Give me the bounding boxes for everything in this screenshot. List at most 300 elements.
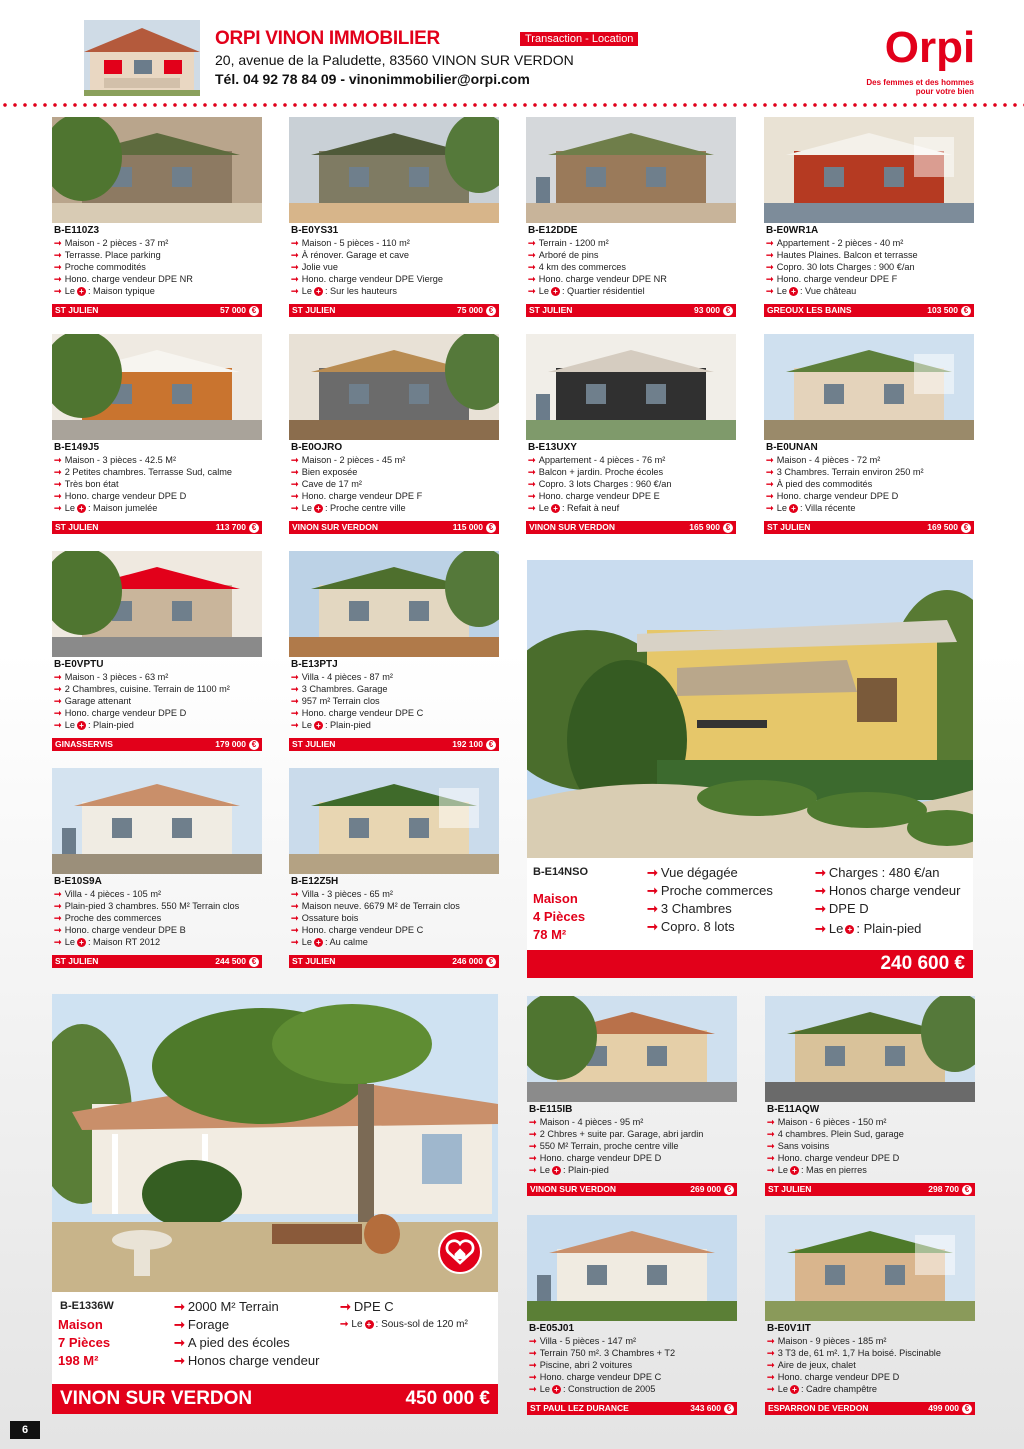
arrow-icon: ➞ xyxy=(54,250,62,260)
feature-line-2: ➞ 3 T3 de, 61 m². 1,7 Ha boisé. Piscinable xyxy=(767,1348,941,1358)
city-price-bar xyxy=(527,1402,737,1415)
listing-card[interactable] xyxy=(764,334,974,534)
arrow-icon: ➞ xyxy=(528,274,536,284)
feature-line-4: ➞ Hono. charge vendeur DPE D xyxy=(767,1153,900,1163)
highlight-line: ➞ Le + : Mas en pierres xyxy=(767,1165,867,1176)
euro-icon: € xyxy=(486,523,496,533)
feature-line-1: ➞ Maison - 4 pièces - 72 m² xyxy=(766,455,881,465)
arrow-icon: ➞ xyxy=(528,455,536,465)
feature-line-3: ➞ Proche commodités xyxy=(54,262,146,272)
listing-photo xyxy=(289,768,499,874)
arrow-icon: ➞ xyxy=(291,672,299,682)
listing-city: GREOUX LES BAINS xyxy=(767,305,852,315)
arrow-icon: ➞ xyxy=(767,1117,775,1127)
arrow-icon: ➞ xyxy=(54,672,62,682)
feature-item: ➞ Proche commerces xyxy=(647,883,773,898)
arrow-icon: ➞ xyxy=(529,1153,537,1163)
feature-line-1: ➞ Maison - 4 pièces - 95 m² xyxy=(529,1117,644,1127)
listing-ref: B-E13PTJ xyxy=(291,659,338,670)
feature-item: ➞ 3 Chambres xyxy=(647,901,732,916)
arrow-icon: ➞ xyxy=(54,696,62,706)
listing-card[interactable] xyxy=(52,551,262,751)
feature-line-3: ➞ Jolie vue xyxy=(291,262,338,272)
featured-features-left xyxy=(647,864,773,936)
city-price-bar xyxy=(52,955,262,968)
city-price-bar xyxy=(765,1402,975,1415)
highlight-line: ➞ Le + : Plain-pied xyxy=(815,921,922,936)
feature-line-2: ➞ Hautes Plaines. Balcon et terrasse xyxy=(766,250,918,260)
feature-line-3: ➞ Proche des commerces xyxy=(54,913,162,923)
feature-line-3: ➞ Copro. 30 lots Charges : 900 €/an xyxy=(766,262,915,272)
feature-item: ➞ A pied des écoles xyxy=(174,1335,290,1350)
arrow-icon: ➞ xyxy=(766,262,774,272)
listing-features xyxy=(529,1335,737,1395)
feature-line-2: ➞ 3 Chambres. Garage xyxy=(291,684,388,694)
agency-contact: Tél. 04 92 78 84 09 - vinonimmobilier@orpi.com xyxy=(215,71,530,87)
arrow-icon: ➞ xyxy=(815,865,826,880)
feature-line-3: ➞ Sans voisins xyxy=(767,1141,830,1151)
arrow-icon: ➞ xyxy=(528,262,536,272)
feature-line-1: ➞ Appartement - 2 pièces - 40 m² xyxy=(766,238,904,248)
featured-type xyxy=(533,890,585,944)
city-price-bar xyxy=(52,521,262,534)
feature-line-4: ➞ Hono. charge vendeur DPE F xyxy=(291,491,423,501)
favorite-house-icon xyxy=(438,1230,482,1274)
euro-icon: € xyxy=(486,740,496,750)
feature-line-1: ➞ Maison - 9 pièces - 185 m² xyxy=(767,1336,887,1346)
arrow-icon: ➞ xyxy=(528,503,536,513)
orpi-slogan xyxy=(840,78,974,96)
plus-icon: + xyxy=(552,1385,561,1394)
arrow-icon: ➞ xyxy=(529,1360,537,1370)
service-tag: Transaction - Location xyxy=(520,32,638,46)
feature-line-4: ➞ Hono. charge vendeur DPE Vierge xyxy=(291,274,444,284)
plus-icon: + xyxy=(314,938,323,947)
arrow-icon: ➞ xyxy=(174,1353,185,1368)
feature-line-2: ➞ Terrasse. Place parking xyxy=(54,250,161,260)
arrow-icon: ➞ xyxy=(529,1129,537,1139)
listing-price: 192 100 xyxy=(452,739,483,749)
arrow-icon: ➞ xyxy=(766,455,774,465)
listing-photo xyxy=(765,1215,975,1321)
arrow-icon: ➞ xyxy=(54,889,62,899)
arrow-icon: ➞ xyxy=(766,250,774,260)
feature-line-1: ➞ Maison - 2 pièces - 45 m² xyxy=(291,455,406,465)
arrow-icon: ➞ xyxy=(54,455,62,465)
listing-ref: B-E12DDE xyxy=(528,225,578,236)
listing-features xyxy=(291,671,499,731)
highlight-line: ➞ Le + : Proche centre ville xyxy=(291,503,406,514)
featured-listing[interactable] xyxy=(527,560,973,978)
listing-price: 499 000 xyxy=(928,1403,959,1413)
feature-line-3: ➞ Aire de jeux, chalet xyxy=(767,1360,856,1370)
arrow-icon: ➞ xyxy=(54,467,62,477)
listing-photo xyxy=(289,551,499,657)
listing-card[interactable] xyxy=(289,768,499,968)
feature-line-1: ➞ Maison - 3 pièces - 63 m² xyxy=(54,672,169,682)
big-ref: B-E1336W xyxy=(60,1300,114,1312)
arrow-icon: ➞ xyxy=(291,937,299,947)
feature-line-4: ➞ Hono. charge vendeur DPE D xyxy=(766,491,899,501)
listing-city: ST JULIEN xyxy=(55,305,99,315)
euro-icon: € xyxy=(249,957,259,967)
arrow-icon: ➞ xyxy=(529,1141,537,1151)
listing-features xyxy=(291,454,499,514)
highlight-line: ➞ Le + : Maison typique xyxy=(54,286,155,297)
listing-photo xyxy=(52,768,262,874)
listing-price-wrap xyxy=(452,738,496,751)
listing-ref: B-E12Z5H xyxy=(291,876,339,887)
feature-line-1: ➞ Maison - 2 pièces - 37 m² xyxy=(54,238,169,248)
listing-card[interactable] xyxy=(527,1215,737,1415)
feature-line-4: ➞ Hono. charge vendeur DPE C xyxy=(529,1372,662,1382)
highlight-line: ➞ Le + : Construction de 2005 xyxy=(529,1384,656,1395)
listing-card[interactable] xyxy=(52,117,262,317)
euro-icon: € xyxy=(486,957,496,967)
arrow-icon: ➞ xyxy=(766,286,774,296)
highlight-line: ➞ Le + : Vue château xyxy=(766,286,857,297)
euro-icon: € xyxy=(249,740,259,750)
arrow-icon: ➞ xyxy=(291,491,299,501)
highlight-line: ➞ Le + : Cadre champêtre xyxy=(767,1384,878,1395)
highlight-line: ➞ Le + : Au calme xyxy=(291,937,368,948)
euro-icon: € xyxy=(962,1185,972,1195)
listing-ref: B-E13UXY xyxy=(528,442,577,453)
feature-line-1: ➞ Appartement - 4 pièces - 76 m² xyxy=(528,455,666,465)
highlight-line: ➞ Le + : Quartier résidentiel xyxy=(528,286,645,297)
featured-ref: B-E14NSO xyxy=(533,866,589,878)
arrow-icon: ➞ xyxy=(291,720,299,730)
feature-item: ➞ 2000 M² Terrain xyxy=(174,1299,279,1314)
euro-icon: € xyxy=(724,1404,734,1414)
arrow-icon: ➞ xyxy=(54,274,62,284)
city-price-bar xyxy=(527,1183,737,1196)
feature-line-2: ➞ À rénover. Garage et cave xyxy=(291,250,409,260)
city-price-bar xyxy=(289,738,499,751)
euro-icon: € xyxy=(723,523,733,533)
listing-city: ST JULIEN xyxy=(292,956,336,966)
arrow-icon: ➞ xyxy=(291,455,299,465)
city-price-bar xyxy=(526,304,736,317)
listing-price-wrap xyxy=(690,1183,734,1196)
listing-city: ST JULIEN xyxy=(767,522,811,532)
feature-line-2: ➞ 3 Chambres. Terrain environ 250 m² xyxy=(766,467,924,477)
featured-type-line-2: 4 Pièces xyxy=(533,909,586,924)
arrow-icon: ➞ xyxy=(291,274,299,284)
arrow-icon: ➞ xyxy=(767,1384,775,1394)
city-price-bar xyxy=(52,738,262,751)
featured-type-line-1: Maison xyxy=(533,891,578,906)
city-price-bar xyxy=(289,521,499,534)
arrow-icon: ➞ xyxy=(767,1153,775,1163)
page-number: 6 xyxy=(10,1421,40,1439)
listing-card[interactable] xyxy=(527,996,737,1196)
highlight-line: ➞ Le + : Sur les hauteurs xyxy=(291,286,397,297)
listing-price-wrap xyxy=(457,304,496,317)
feature-line-2: ➞ 2 Petites chambres. Terrasse Sud, calme xyxy=(54,467,233,477)
plus-icon: + xyxy=(77,504,86,513)
listing-city: ST JULIEN xyxy=(529,305,573,315)
listing-photo xyxy=(527,996,737,1102)
plus-icon: + xyxy=(77,721,86,730)
plus-icon: + xyxy=(314,287,323,296)
big-listing[interactable] xyxy=(52,994,498,1414)
listing-price: 93 000 xyxy=(694,305,720,315)
listing-card[interactable] xyxy=(52,768,262,968)
plus-icon: + xyxy=(551,287,560,296)
feature-line-4: ➞ Hono. charge vendeur DPE NR xyxy=(528,274,667,284)
dotted-divider xyxy=(0,102,1024,108)
listing-price: 179 000 xyxy=(215,739,246,749)
plus-icon: + xyxy=(77,938,86,947)
listing-photo xyxy=(52,117,262,223)
big-features-left xyxy=(174,1298,319,1370)
arrow-icon: ➞ xyxy=(291,467,299,477)
arrow-icon: ➞ xyxy=(291,238,299,248)
euro-icon: € xyxy=(723,306,733,316)
feature-line-3: ➞ À pied des commodités xyxy=(766,479,873,489)
listing-features xyxy=(54,454,262,514)
highlight-line: ➞ Le + : Plain-pied xyxy=(529,1165,609,1176)
arrow-icon: ➞ xyxy=(815,883,826,898)
listing-features xyxy=(528,454,736,514)
arrow-icon: ➞ xyxy=(529,1384,537,1394)
listing-photo xyxy=(289,334,499,440)
feature-line-2: ➞ 2 Chbres + suite par. Garage, abri jardin xyxy=(529,1129,704,1139)
listing-price-wrap xyxy=(216,521,259,534)
plus-icon: + xyxy=(551,504,560,513)
euro-icon: € xyxy=(724,1185,734,1195)
listing-ref: B-E115IB xyxy=(529,1104,573,1115)
agency-address: 20, avenue de la Paludette, 83560 VINON SUR VERDON xyxy=(215,52,574,68)
listing-price: 103 500 xyxy=(927,305,958,315)
city-price-bar xyxy=(765,1183,975,1196)
feature-line-4: ➞ Hono. charge vendeur DPE E xyxy=(528,491,660,501)
city-price-bar xyxy=(52,304,262,317)
listing-features xyxy=(529,1116,737,1176)
arrow-icon: ➞ xyxy=(291,262,299,272)
listing-card[interactable] xyxy=(765,996,975,1196)
arrow-icon: ➞ xyxy=(647,865,658,880)
feature-item: ➞ DPE C xyxy=(340,1299,394,1314)
listing-features xyxy=(291,888,499,948)
slogan-line-1: Des femmes et des hommes xyxy=(866,78,974,87)
feature-item: ➞ Copro. 8 lots xyxy=(647,919,735,934)
listing-ref: B-E0V1IT xyxy=(767,1323,811,1334)
listing-city: ST PAUL LEZ DURANCE xyxy=(530,1403,629,1413)
listing-price: 269 000 xyxy=(690,1184,721,1194)
arrow-icon: ➞ xyxy=(529,1117,537,1127)
listing-price-wrap xyxy=(928,1183,972,1196)
plus-icon: + xyxy=(789,287,798,296)
highlight-line: ➞ Le + : Maison jumelée xyxy=(54,503,158,514)
listing-photo xyxy=(764,117,974,223)
big-features-right xyxy=(340,1298,468,1334)
city-price-bar xyxy=(289,955,499,968)
arrow-icon: ➞ xyxy=(767,1348,775,1358)
arrow-icon: ➞ xyxy=(54,503,62,513)
listing-card[interactable] xyxy=(765,1215,975,1415)
big-type xyxy=(58,1316,110,1370)
listing-city: VINON SUR VERDON xyxy=(530,1184,616,1194)
arrow-icon: ➞ xyxy=(291,889,299,899)
listing-features xyxy=(767,1335,975,1395)
listing-city: VINON SUR VERDON xyxy=(529,522,615,532)
arrow-icon: ➞ xyxy=(529,1348,537,1358)
arrow-icon: ➞ xyxy=(767,1165,775,1175)
listing-photo xyxy=(52,551,262,657)
plus-icon: + xyxy=(790,1166,799,1175)
plus-icon: + xyxy=(314,504,323,513)
feature-line-2: ➞ Arboré de pins xyxy=(528,250,599,260)
listing-price-wrap xyxy=(220,304,259,317)
feature-line-2: ➞ Maison neuve. 6679 M² de Terrain clos xyxy=(291,901,460,911)
listing-photo xyxy=(289,117,499,223)
feature-line-4: ➞ Hono. charge vendeur DPE D xyxy=(54,708,187,718)
orpi-logo xyxy=(880,18,980,74)
arrow-icon: ➞ xyxy=(767,1141,775,1151)
arrow-icon: ➞ xyxy=(815,901,826,916)
listing-photo xyxy=(765,996,975,1102)
arrow-icon: ➞ xyxy=(528,238,536,248)
logo-text: Orpi xyxy=(884,23,976,72)
arrow-icon: ➞ xyxy=(767,1129,775,1139)
arrow-icon: ➞ xyxy=(528,250,536,260)
plus-icon: + xyxy=(365,1320,374,1329)
feature-line-4: ➞ Hono. charge vendeur DPE B xyxy=(54,925,186,935)
arrow-icon: ➞ xyxy=(528,491,536,501)
listing-card[interactable] xyxy=(764,117,974,317)
arrow-icon: ➞ xyxy=(291,479,299,489)
listing-card[interactable] xyxy=(526,334,736,534)
featured-price: 240 600 € xyxy=(527,950,973,978)
arrow-icon: ➞ xyxy=(54,262,62,272)
arrow-icon: ➞ xyxy=(647,901,658,916)
arrow-icon: ➞ xyxy=(291,696,299,706)
feature-line-4: ➞ Hono. charge vendeur DPE C xyxy=(291,708,424,718)
feature-line-2: ➞ Terrain 750 m². 3 Chambres + T2 xyxy=(529,1348,676,1358)
arrow-icon: ➞ xyxy=(174,1299,185,1314)
arrow-icon: ➞ xyxy=(291,250,299,260)
euro-icon: € xyxy=(486,306,496,316)
feature-line-2: ➞ Balcon + jardin. Proche écoles xyxy=(528,467,664,477)
listing-city: ST JULIEN xyxy=(292,305,336,315)
listing-features xyxy=(54,888,262,948)
listing-features xyxy=(766,454,974,514)
feature-item: ➞ Vue dégagée xyxy=(647,865,738,880)
listing-city: VINON SUR VERDON xyxy=(292,522,378,532)
feature-line-4: ➞ Hono. charge vendeur DPE D xyxy=(529,1153,662,1163)
slogan-line-2: pour votre bien xyxy=(915,87,974,96)
listing-card[interactable] xyxy=(289,117,499,317)
listing-city: ST JULIEN xyxy=(55,522,99,532)
listing-price: 169 500 xyxy=(927,522,958,532)
listing-price: 75 000 xyxy=(457,305,483,315)
listing-features xyxy=(528,237,736,297)
arrow-icon: ➞ xyxy=(291,286,299,296)
listing-price-wrap xyxy=(453,521,496,534)
listing-price: 165 900 xyxy=(689,522,720,532)
feature-line-2: ➞ 4 chambres. Plein Sud, garage xyxy=(767,1129,904,1139)
arrow-icon: ➞ xyxy=(766,467,774,477)
arrow-icon: ➞ xyxy=(647,883,658,898)
listing-ref: B-E0WR1A xyxy=(766,225,819,236)
city-price-bar xyxy=(526,521,736,534)
listing-card[interactable] xyxy=(52,334,262,534)
feature-line-3: ➞ 957 m² Terrain clos xyxy=(291,696,380,706)
feature-line-4: ➞ Hono. charge vendeur DPE NR xyxy=(54,274,193,284)
arrow-icon: ➞ xyxy=(291,684,299,694)
listing-ref: B-E11AQW xyxy=(767,1104,820,1115)
arrow-icon: ➞ xyxy=(54,479,62,489)
listing-price-wrap xyxy=(928,1402,972,1415)
arrow-icon: ➞ xyxy=(815,921,826,936)
euro-icon: € xyxy=(962,1404,972,1414)
feature-line-3: ➞ Copro. 3 lots Charges : 960 €/an xyxy=(528,479,672,489)
arrow-icon: ➞ xyxy=(54,238,62,248)
listing-features xyxy=(54,237,262,297)
feature-line-3: ➞ Ossature bois xyxy=(291,913,359,923)
plus-icon: + xyxy=(790,1385,799,1394)
listing-city: ST JULIEN xyxy=(292,739,336,749)
listing-card[interactable] xyxy=(289,551,499,751)
featured-photo xyxy=(527,560,973,858)
listing-price-wrap xyxy=(215,955,259,968)
listing-price: 113 700 xyxy=(215,522,246,532)
arrow-icon: ➞ xyxy=(766,503,774,513)
big-type-line-3: 198 M² xyxy=(58,1353,99,1368)
listing-city: ST JULIEN xyxy=(768,1184,812,1194)
listing-card[interactable] xyxy=(289,334,499,534)
arrow-icon: ➞ xyxy=(54,720,62,730)
feature-line-1: ➞ Maison - 6 pièces - 150 m² xyxy=(767,1117,887,1127)
listing-card[interactable] xyxy=(526,117,736,317)
listing-photo xyxy=(52,334,262,440)
arrow-icon: ➞ xyxy=(54,937,62,947)
feature-line-4: ➞ Hono. charge vendeur DPE F xyxy=(766,274,898,284)
feature-line-4: ➞ Hono. charge vendeur DPE C xyxy=(291,925,424,935)
listing-features xyxy=(766,237,974,297)
listing-ref: B-E05J01 xyxy=(529,1323,575,1334)
listing-price: 244 500 xyxy=(215,956,246,966)
feature-item: ➞ Honos charge vendeur xyxy=(174,1353,320,1368)
listing-price-wrap xyxy=(215,738,259,751)
arrow-icon: ➞ xyxy=(54,286,62,296)
arrow-icon: ➞ xyxy=(528,467,536,477)
arrow-icon: ➞ xyxy=(54,708,62,718)
euro-icon: € xyxy=(961,523,971,533)
listing-city: ESPARRON DE VERDON xyxy=(768,1403,869,1413)
feature-line-1: ➞ Villa - 3 pièces - 65 m² xyxy=(291,889,393,899)
arrow-icon: ➞ xyxy=(528,286,536,296)
listing-price-wrap xyxy=(690,1402,734,1415)
feature-line-3: ➞ Garage attenant xyxy=(54,696,132,706)
arrow-icon: ➞ xyxy=(340,1319,349,1330)
arrow-icon: ➞ xyxy=(766,238,774,248)
arrow-icon: ➞ xyxy=(767,1360,775,1370)
big-photo xyxy=(52,994,498,1292)
arrow-icon: ➞ xyxy=(529,1372,537,1382)
arrow-icon: ➞ xyxy=(291,503,299,513)
euro-icon: € xyxy=(249,306,259,316)
big-price: 450 000 € xyxy=(405,1388,490,1409)
feature-item: ➞ Honos charge vendeur xyxy=(815,883,961,898)
big-city-price-bar xyxy=(52,1384,498,1414)
arrow-icon: ➞ xyxy=(529,1336,537,1346)
listing-photo xyxy=(527,1215,737,1321)
plus-icon: + xyxy=(314,721,323,730)
listing-price-wrap xyxy=(452,955,496,968)
